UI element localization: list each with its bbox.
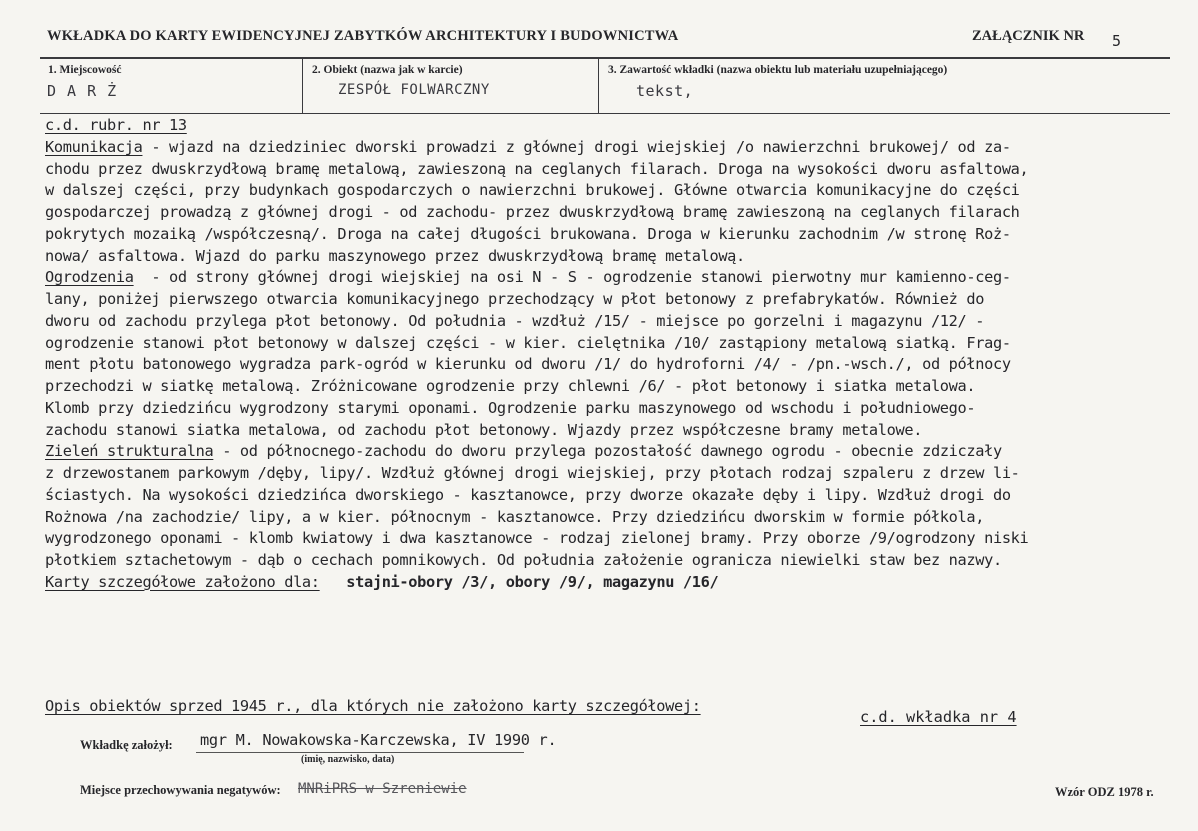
karty-value: stajni-obory /3/, obory /9/, magazynu /16/ xyxy=(346,572,719,591)
continuation-ref: c.d. rubr. nr 13 xyxy=(45,116,187,134)
opis-value xyxy=(860,708,1017,726)
text-line: chodu przez dwuskrzydłową bramę metalową, zawieszoną na ceglanych filarach. Droga na wysokości dworu asfaltowa, xyxy=(45,159,1029,178)
author-label: Wkładkę założył: xyxy=(80,738,173,752)
text-line: wygrodzonego oponami - klomb kwiatowy i dwa kasztanowce - rodzaj zielonej bramy. Przy oborze /9/ogrodzony niski xyxy=(45,529,1029,548)
karty-label: Karty szczegółowe założono dla: xyxy=(45,572,320,591)
text-line: przechodzi w siatkę metalową. Zróżnicowane ogrodzenie przy chlewni /6/ - płot betonowy i siatka metalowa. xyxy=(45,377,976,395)
field-divider-1 xyxy=(302,58,303,113)
object-value: ZESPÓŁ FOLWARCZNY xyxy=(338,82,490,98)
karty-line xyxy=(45,572,1195,594)
field-divider-2 xyxy=(598,58,599,113)
location-value: D A R Ż xyxy=(47,82,118,100)
attachment-label: ZAŁĄCZNIK NR xyxy=(972,28,1085,44)
text-line: ściastych. Na wysokości dziedzińca dworskiego - kasztanowce, przy dworze okazałe dęby i lipy. Wzdłuż drogi do xyxy=(45,485,1011,504)
text-span: - od strony głównej drogi wiejskiej na osi N - S - ogrodzenie stanowi pierwotny mur kamienno-ceg- xyxy=(133,268,1011,287)
text-line: w dalszej części, przy budynkach gospodarczych o nawierzchni brukowej. Główne otwarcia komunikacyjne do części xyxy=(45,181,1020,200)
attachment-number: 5 xyxy=(1112,32,1122,50)
object-label: 2. Obiekt (nazwa jak w karcie) xyxy=(312,64,463,76)
zielen-heading: Zieleń strukturalna xyxy=(45,442,214,461)
fields-bottom-rule xyxy=(40,113,1170,114)
ogrodzenia-heading: Ogrodzenia xyxy=(45,268,134,287)
location-label: 1. Miejscowość xyxy=(48,64,122,76)
document-body xyxy=(45,115,1195,594)
form-id: Wzór ODZ 1978 r. xyxy=(1055,785,1154,799)
text-span: - wjazd na dziedziniec dworski prowadzi z głównej drogi wiejskiej /o nawierzchni brukowej/ od za- xyxy=(142,137,1011,156)
text-line: Klomb przy dziedzińcu wygrodzony starymi oponami. Ogrodzenie parku maszynowego od wschodu i południowego- xyxy=(45,398,976,417)
opis-value-text: c.d. wkładka nr 4 xyxy=(860,708,1017,726)
text-line: zachodu stanowi siatka metalowa, od zachodu płot betonowy. Wjazdy przez współczesne bramy metalowe. xyxy=(45,420,923,439)
text-line xyxy=(45,267,1195,289)
text-line: lany, poniżej pierwszego otwarcia komunikacyjnego przechodzący w płot betonowy z prefabrykatów. Również do xyxy=(45,290,985,308)
continuation-line xyxy=(45,115,1195,137)
text-line: ment płotu batonowego wygradza park-ogród w kierunku od dworu /1/ do hydroforni /4/ - /pn.-wsch./, od północy xyxy=(45,355,1011,374)
content-label: 3. Zawartość wkładki (nazwa obiektu lub materiału uzupełniającego) xyxy=(608,64,948,76)
opis-line xyxy=(45,697,701,715)
header-rule xyxy=(40,57,1170,59)
author-underline xyxy=(196,752,524,753)
text-line: nowa/ asfaltowa. Wjazd do parku maszynowego przez dwuskrzydłową bramę metalową. xyxy=(45,246,745,265)
text-line xyxy=(45,441,1195,463)
text-line xyxy=(45,137,1195,159)
text-line: płotkiem sztachetowym - dąb o cechach pomnikowych. Od południa założenie ogranicza niewielki staw bez nazwy. xyxy=(45,551,1002,569)
storage-label: Miejsce przechowywania negatywów: xyxy=(80,783,281,797)
text-span: - od północnego-zachodu do dworu przylega pozostałość dawnego ogrodu - obecnie zdziczały xyxy=(213,442,1002,461)
text-line: Rożnowa /na zachodzie/ lipy, a w kier. północnym - kasztanowce. Przy dziedzińcu dworskim w formie półkola, xyxy=(45,507,985,526)
storage-value: MNRiPRS w Szreniewie xyxy=(298,781,467,797)
author-hint: (imię, nazwisko, data) xyxy=(301,754,395,765)
text-line: gospodarczej prowadzą z głównej drogi - od zachodu- przez dwuskrzydłową bramę zawieszoną na ceglanych filarach xyxy=(45,203,1020,221)
opis-label: Opis obiektów sprzed 1945 r., dla których nie założono karty szczegółowej: xyxy=(45,697,701,715)
text-line: z drzewostanem parkowym /dęby, lipy/. Wzdłuż głównej drogi wiejskiej, przy płotach rodzaj szpaleru z drzew li- xyxy=(45,464,1020,482)
form-title: WKŁADKA DO KARTY EWIDENCYJNEJ ZABYTKÓW ARCHITEKTURY I BUDOWNICTWA xyxy=(47,28,679,44)
author-value: mgr M. Nowakowska-Karczewska, IV 1990 r. xyxy=(200,731,557,749)
text-line: dworu od zachodu przylega płot betonowy. Od południa - wzdłuż /15/ - miejsce po gorzelni i magazynu /12/ - xyxy=(45,311,985,330)
text-line: ogrodzenie stanowi płot betonowy w dalszej części - w kier. cielętnika /10/ zastąpiony metalową siatką. Frag- xyxy=(45,333,1011,352)
content-value: tekst, xyxy=(636,82,694,100)
komunikacja-heading: Komunikacja xyxy=(45,137,143,156)
text-line: pokrytych mozaiką /współczesną/. Droga na całej długości brukowana. Droga w kierunku zachodnim /w stronę Roż- xyxy=(45,224,1011,243)
